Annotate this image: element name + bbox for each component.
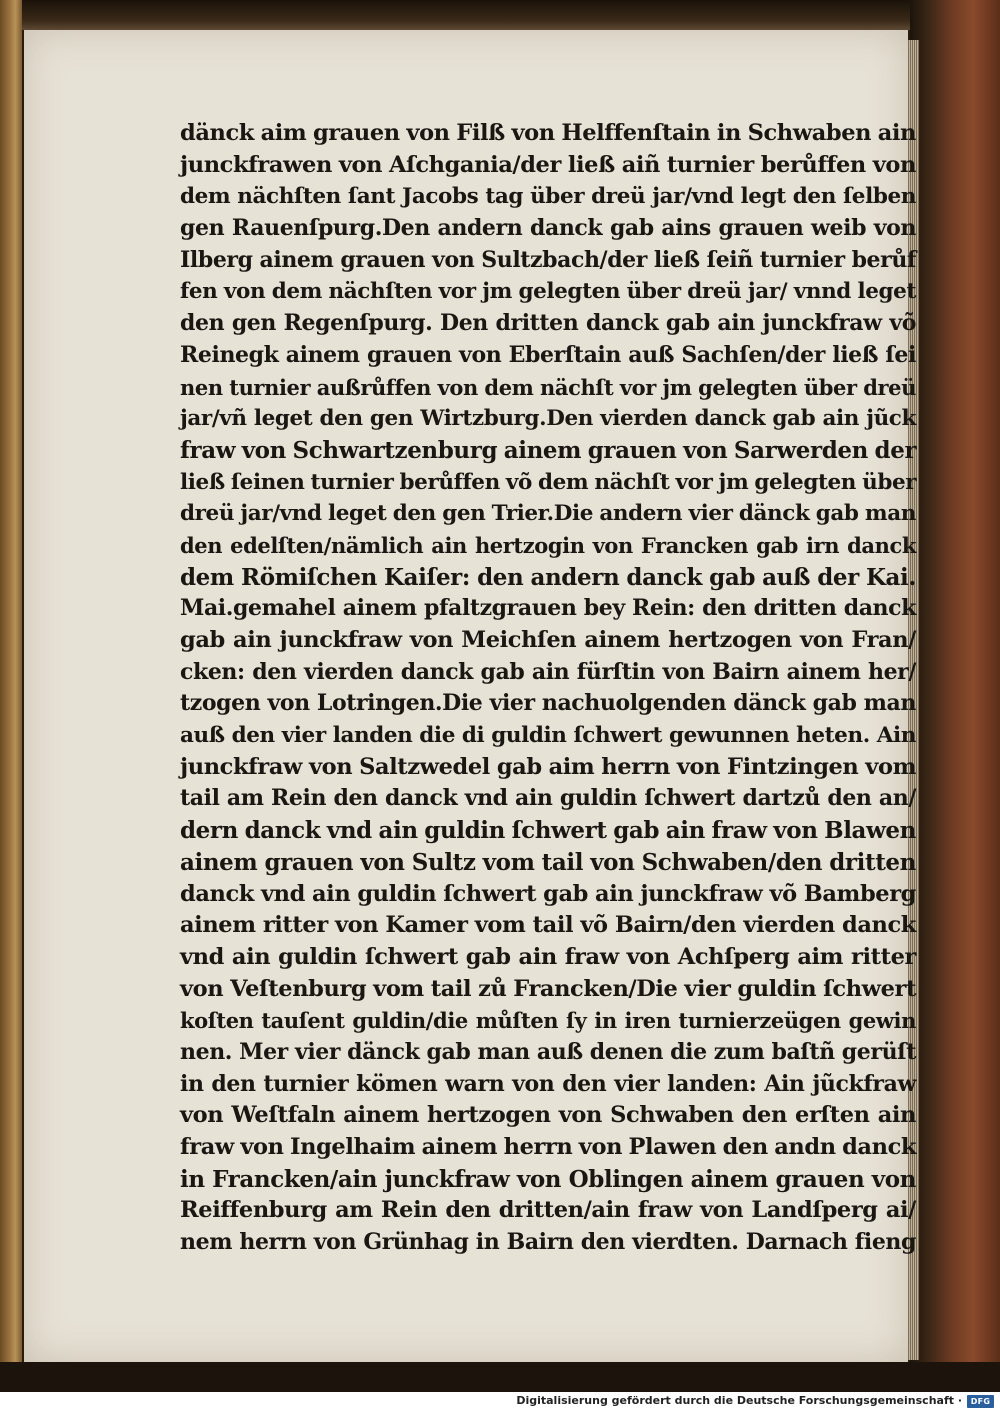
text-line: vnd ain guldin ſchwert gab ain fraw von Achſperg aim ritter <box>180 943 916 970</box>
text-line: den edelſten/nämlich ain hertzogin von Francken gab irn danck <box>180 532 916 558</box>
dfg-logo-icon: DFG <box>967 1395 994 1408</box>
text-line: dem Römiſchen Kaiſer: den andern danck gab auß der Kai. <box>180 563 916 591</box>
text-line: den gen Regenſpurg. Den dritten danck gab ain junckfraw võ <box>180 310 916 337</box>
text-line: von Weſtfaln ainem hertzogen von Schwaben den erſten ain <box>180 1102 916 1129</box>
text-line: von Veſtenburg vom tail zů Francken/Die vier guldin ſchwert <box>180 975 916 1002</box>
text-line: auß den vier landen die di guldin ſchwert gewunnen heten. Ain <box>180 723 916 749</box>
text-line: Reiffenburg am Rein den dritten/ain fraw von Landſperg ai/ <box>180 1197 916 1224</box>
text-line: koſten tauſent guldin/die můſten ſy in iren turnierzeügen gewin <box>180 1008 916 1034</box>
text-line: fen von dem nächſten vor jm gelegten über dreü jar/ vnnd leget <box>180 279 916 305</box>
book-edge-right <box>910 0 1000 1392</box>
text-line: jar/vñ leget den gen Wirtzburg.Den vierden danck gab ain jũck <box>180 406 916 432</box>
text-line: in den turnier kömen warn von den vier landen: Ain jũckfraw <box>180 1070 916 1097</box>
text-line: danck vnd ain guldin ſchwert gab ain junckfraw võ Bamberg <box>180 880 916 907</box>
text-line: tzogen von Lotringen.Die vier nachuolgenden dänck gab man <box>180 690 916 717</box>
text-line: nen. Mer vier dänck gab man auß denen die zum baſtñ gerüſt <box>180 1038 916 1065</box>
text-line: ließ ſeinen turnier berůffen võ dem nächſt vor jm gelegten über <box>180 469 917 495</box>
text-line: tail am Rein den danck vnd ain guldin ſchwert dartzů den an/ <box>180 785 916 812</box>
text-line: fraw von Schwartzenburg ainem grauen von Sarwerden der <box>180 436 917 464</box>
top-shadow <box>22 0 910 30</box>
text-line: dänck aim grauen von Filß von Helffenſtain in Schwaben ain <box>180 120 916 146</box>
text-line: Reinegk ainem grauen von Eberſtain auß Sachſen/der ließ ſei <box>180 341 916 368</box>
text-line: cken: den vierden danck gab ain fürſtin von Bairn ainem her/ <box>180 658 916 685</box>
text-line: gen Rauenſpurg.Den andern danck gab ains grauen weib von <box>180 215 916 242</box>
text-line: dem nächſten ſant Jacobs tag über dreü jar/vnd legt den ſelben <box>180 184 916 210</box>
text-line: Ilberg ainem grauen von Sultzbach/der ließ ſeiñ turnier berůf <box>180 246 916 273</box>
text-line: junckfraw von Saltzwedel gab aim herrn von Fintzingen vom <box>180 753 916 780</box>
text-line: junckfrawen von Aſchgania/der ließ aiñ turnier berůffen von <box>180 151 916 178</box>
text-line: dern danck vnd ain guldin ſchwert gab ain fraw von Blawen <box>180 817 916 845</box>
text-line: nen turnier außrůffen von dem nächſt vor jm gelegten über dreü <box>180 374 916 400</box>
footer-bar <box>0 1392 1000 1412</box>
text-line: Mai.gemahel ainem pfaltzgrauen bey Rein: den dritten danck <box>180 595 916 622</box>
bottom-shadow <box>0 1362 1000 1392</box>
text-line: in Francken/ain junckfraw von Oblingen ainem grauen von <box>180 1165 916 1193</box>
text-line: ainem ritter von Kamer vom tail võ Bairn/den vierden danck <box>180 912 916 939</box>
text-line: gab ain junckfraw von Meichſen ainem hertzogen von Fran/ <box>180 627 916 653</box>
text-line: dreü jar/vnd leget den gen Trier.Die andern vier dänck gab man <box>180 501 916 527</box>
book-page <box>24 30 917 1362</box>
text-line: fraw von Ingelhaim ainem herrn von Plawen den andn danck <box>180 1134 917 1160</box>
text-line: nem herrn von Grünhag in Bairn den vierdten. Darnach fieng <box>180 1229 916 1256</box>
text-block <box>180 118 916 1259</box>
footer-credit: Digitalisierung gefördert durch die Deutsche Forschungsgemeinschaft · <box>516 1394 962 1407</box>
text-line: ainem grauen von Sultz vom tail von Schwaben/den dritten <box>180 848 916 876</box>
book-edge-left <box>0 0 22 1392</box>
